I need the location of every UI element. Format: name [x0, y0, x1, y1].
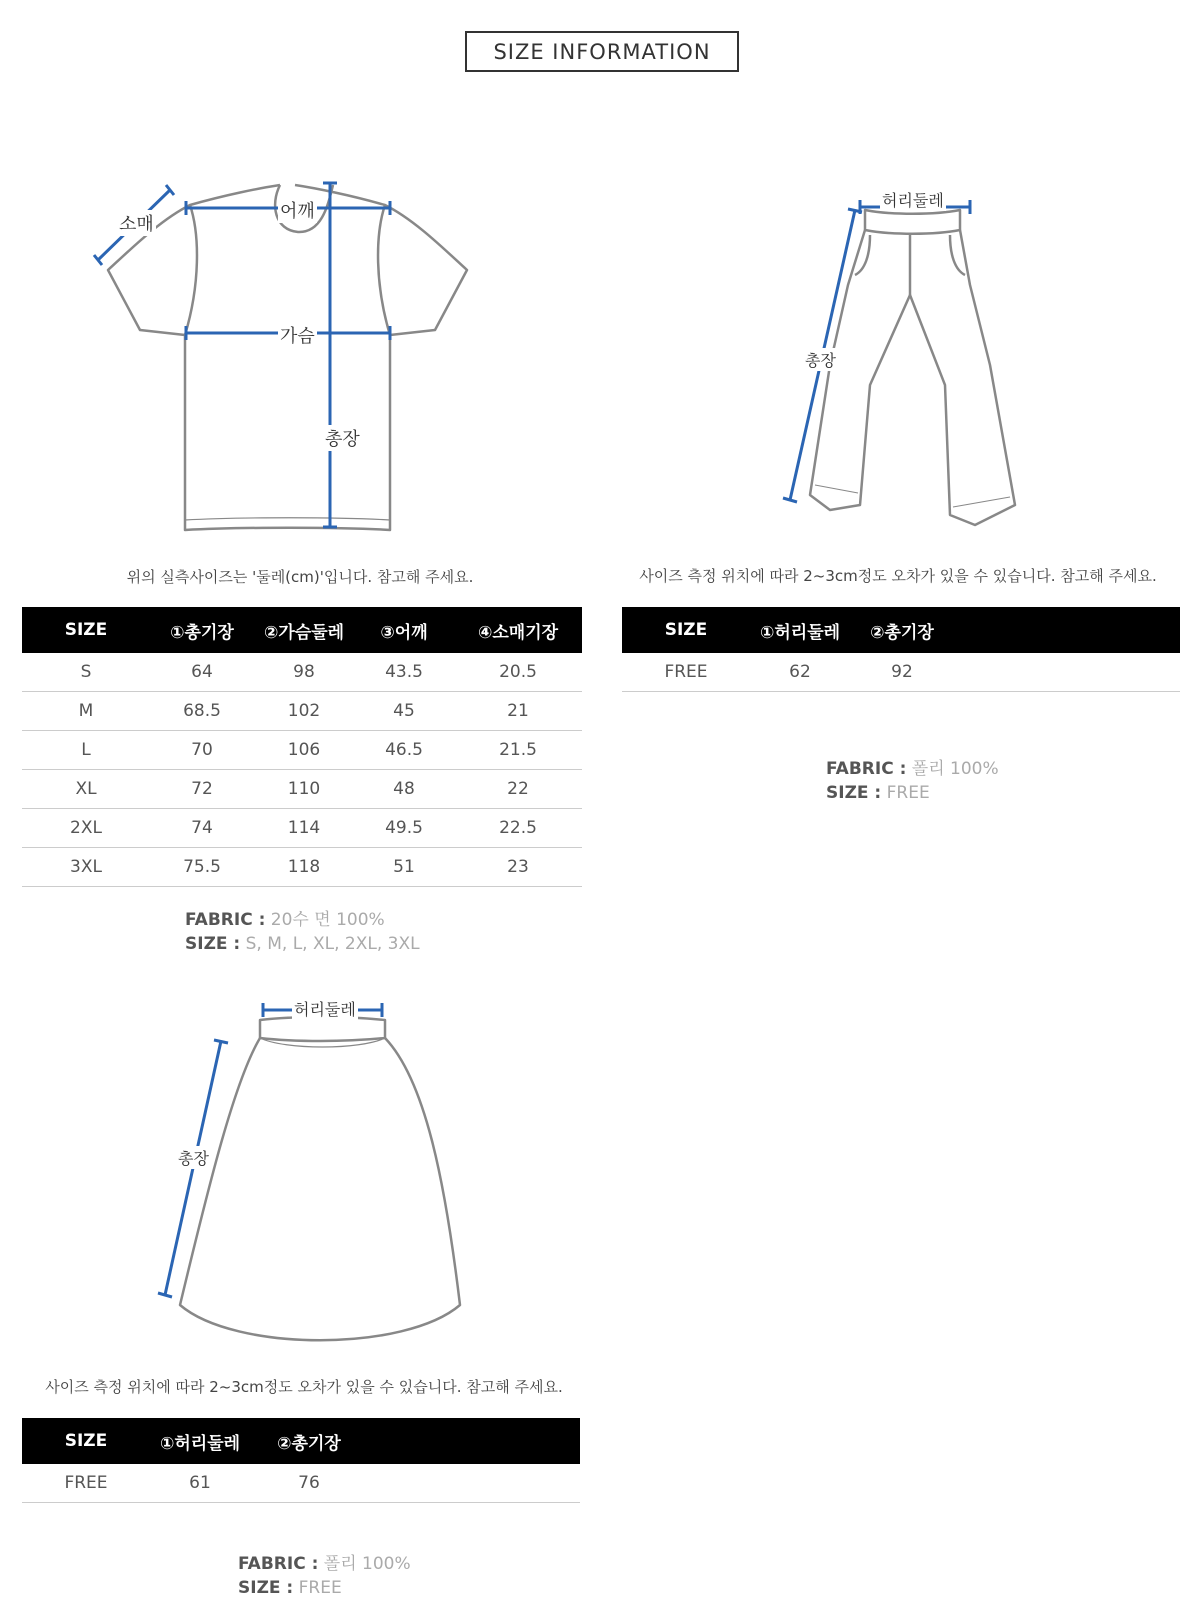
table-cell: 76 — [250, 1464, 368, 1503]
table-cell: 2XL — [22, 809, 150, 848]
table-cell: 110 — [254, 770, 354, 809]
size-value: FREE — [886, 783, 930, 803]
table-row — [22, 770, 582, 809]
table-header-row — [622, 607, 1180, 653]
table-header: ②총기장 — [277, 1433, 341, 1454]
tshirt-chest-label: 가슴 — [278, 322, 317, 348]
table-cell: FREE — [622, 653, 750, 692]
pants-note: 사이즈 측정 위치에 따라 2~3cm정도 오차가 있을 수 있습니다. 참고해 주세요. — [639, 567, 1157, 585]
pants-size-table — [622, 607, 1180, 692]
table-cell: 74 — [150, 809, 254, 848]
table-header: SIZE — [664, 620, 708, 640]
table-cell — [368, 1464, 580, 1503]
fabric-value: 폴리 100% — [911, 759, 999, 779]
table-header: SIZE — [64, 620, 108, 640]
table-row — [622, 653, 1180, 692]
skirt-length-label: 총장 — [176, 1146, 211, 1169]
table-cell: 114 — [254, 809, 354, 848]
table-cell: 49.5 — [354, 809, 454, 848]
table-header: SIZE — [64, 1431, 108, 1451]
skirt-diagram — [155, 990, 475, 1360]
table-cell: 92 — [850, 653, 954, 692]
skirt-size-table — [22, 1418, 580, 1503]
table-cell: 21.5 — [454, 731, 582, 770]
fabric-label: FABRIC : — [826, 759, 907, 779]
fabric-value: 20수 면 100% — [270, 910, 385, 930]
table-cell: 62 — [750, 653, 850, 692]
table-header — [368, 1418, 580, 1464]
tshirt-sleeve-label: 소매 — [117, 210, 156, 236]
tshirt-size-table — [22, 607, 582, 887]
pants-waist-label: 허리둘레 — [880, 188, 946, 211]
table-header: ①허리둘레 — [159, 1433, 241, 1454]
skirt-waist-label: 허리둘레 — [292, 997, 358, 1020]
table-row — [22, 848, 582, 887]
table-cell: FREE — [22, 1464, 150, 1503]
size-label: SIZE : — [238, 1578, 294, 1598]
table-cell: S — [22, 653, 150, 692]
skirt-fabric-info — [238, 1552, 411, 1600]
table-cell: 22.5 — [454, 809, 582, 848]
pants-fabric-info — [826, 757, 999, 805]
table-cell: 43.5 — [354, 653, 454, 692]
page-title: SIZE INFORMATION — [465, 31, 739, 72]
table-row — [22, 731, 582, 770]
table-cell: 64 — [150, 653, 254, 692]
table-row — [22, 692, 582, 731]
table-cell: 102 — [254, 692, 354, 731]
table-header-row — [22, 607, 582, 653]
size-value: S, M, L, XL, 2XL, 3XL — [245, 934, 420, 954]
table-cell: 118 — [254, 848, 354, 887]
table-cell: 21 — [454, 692, 582, 731]
table-cell — [954, 653, 1180, 692]
pants-length-label: 총장 — [803, 348, 838, 371]
table-cell: 45 — [354, 692, 454, 731]
table-cell: 22 — [454, 770, 582, 809]
fabric-value: 폴리 100% — [323, 1554, 411, 1574]
table-cell: 51 — [354, 848, 454, 887]
table-cell: 20.5 — [454, 653, 582, 692]
tshirt-fabric-info — [185, 908, 420, 956]
table-cell: 48 — [354, 770, 454, 809]
table-cell: 23 — [454, 848, 582, 887]
skirt-note: 사이즈 측정 위치에 따라 2~3cm정도 오차가 있을 수 있습니다. 참고해 주세요. — [45, 1378, 563, 1396]
table-cell: 61 — [150, 1464, 250, 1503]
table-header: ②총기장 — [870, 622, 934, 643]
table-cell: 3XL — [22, 848, 150, 887]
fabric-label: FABRIC : — [238, 1554, 319, 1574]
tshirt-note: 위의 실측사이즈는 '둘레(cm)'입니다. 참고해 주세요. — [126, 568, 474, 586]
size-label: SIZE : — [185, 934, 241, 954]
table-header: ②가슴둘레 — [263, 622, 345, 643]
table-cell: 106 — [254, 731, 354, 770]
table-cell: M — [22, 692, 150, 731]
table-cell: XL — [22, 770, 150, 809]
table-cell: 68.5 — [150, 692, 254, 731]
table-row — [22, 653, 582, 692]
table-cell: 75.5 — [150, 848, 254, 887]
tshirt-length-label: 총장 — [323, 425, 362, 451]
table-cell: L — [22, 731, 150, 770]
table-cell: 72 — [150, 770, 254, 809]
table-cell: 70 — [150, 731, 254, 770]
table-cell: 46.5 — [354, 731, 454, 770]
fabric-label: FABRIC : — [185, 910, 266, 930]
size-label: SIZE : — [826, 783, 882, 803]
table-header-row — [22, 1418, 580, 1464]
table-header: ④소매기장 — [477, 622, 559, 643]
table-row — [22, 1464, 580, 1503]
table-cell: 98 — [254, 653, 354, 692]
table-header: ①총기장 — [170, 622, 234, 643]
table-row — [22, 809, 582, 848]
table-header — [954, 607, 1180, 653]
table-header: ③어깨 — [380, 622, 428, 643]
table-header: ①허리둘레 — [759, 622, 841, 643]
size-value: FREE — [298, 1578, 342, 1598]
tshirt-shoulder-label: 어깨 — [278, 197, 317, 223]
